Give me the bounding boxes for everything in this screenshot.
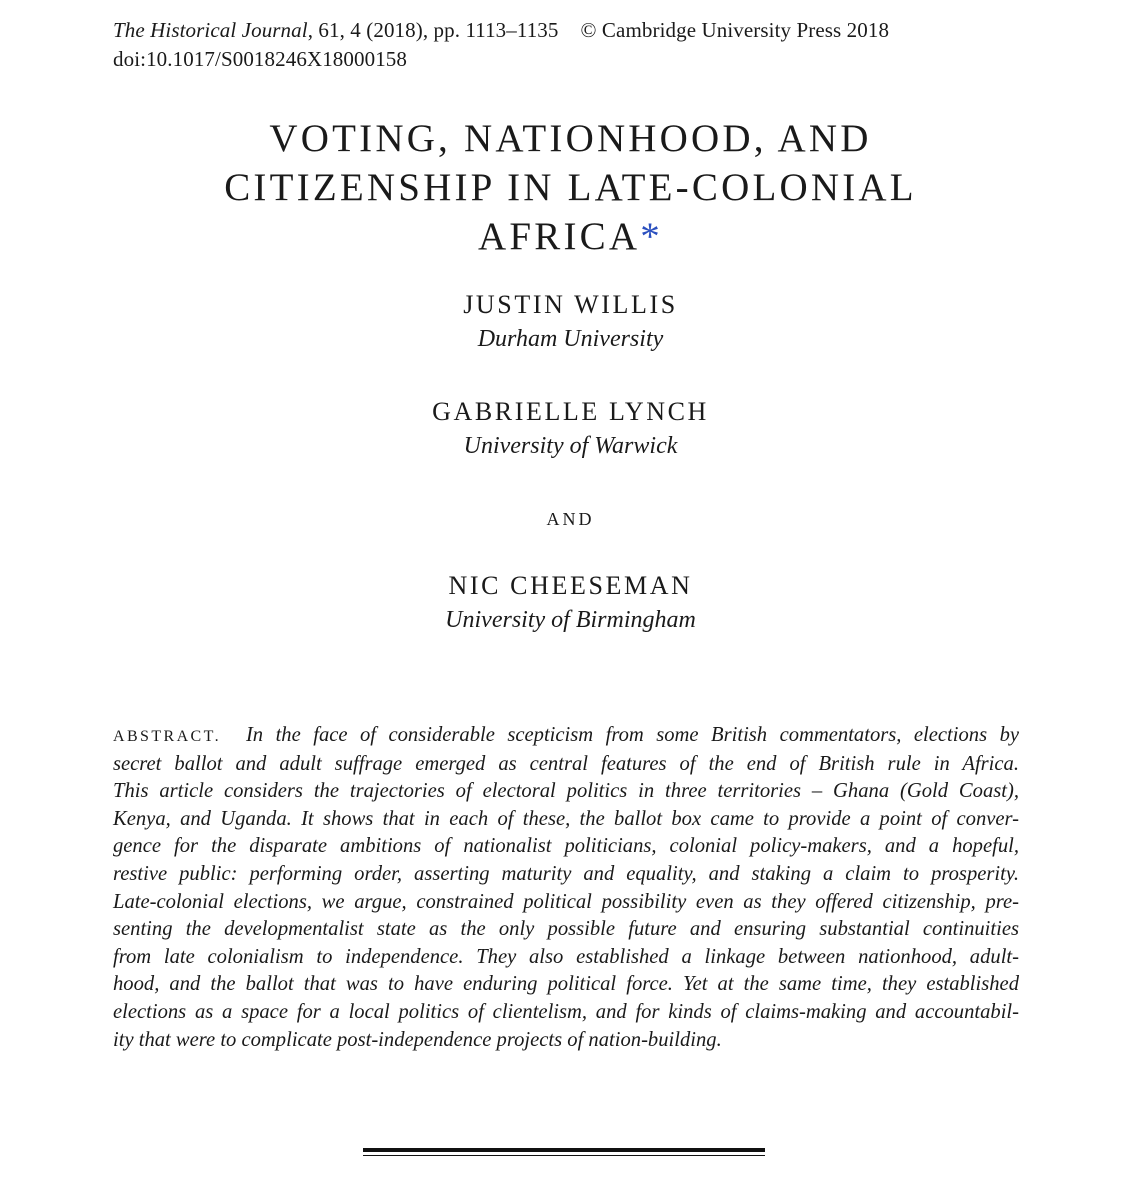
doi-line[interactable]: doi:10.1017/S0018246X18000158 <box>113 47 407 71</box>
title-line-3 <box>0 212 1141 261</box>
copyright-notice: © Cambridge University Press 2018 <box>580 18 890 42</box>
title-line-2: CITIZENSHIP IN LATE-COLONIAL <box>224 166 917 209</box>
abstract-label: ABSTRACT. <box>113 728 221 745</box>
abstract-line: Kenya, and Uganda. It shows that in each of these, the ballot box came to provide a point of conver- <box>113 807 1019 830</box>
abstract-line: from late colonialism to independence. They also established a linkage between nationhood, adult- <box>113 945 1019 968</box>
citation-details: , 61, 4 (2018), pp. 1113–1135 <box>307 18 559 42</box>
abstract-line-text: In the face of considerable scepticism from some British commentators, elections by <box>245 724 1020 746</box>
citation-header <box>113 16 889 44</box>
abstract-line: gence for the disparate ambitions of nationalist politicians, colonial policy-makers, and a hopeful, <box>113 835 1019 858</box>
abstract-line: senting the developmentalist state as the only possible future and ensuring substantial continuities <box>113 918 1019 941</box>
author-block <box>0 569 1141 637</box>
abstract-line: hood, and the ballot that was to have enduring political force. Yet at the same time, they established <box>113 973 1019 996</box>
abstract-line: This article considers the trajectories of electoral politics in three territories – Ghana (Gold Coast), <box>113 780 1019 803</box>
author-name: GABRIELLE LYNCH <box>432 397 709 426</box>
author-name: NIC CHEESEMAN <box>448 571 693 600</box>
author-affiliation: University of Warwick <box>463 433 678 459</box>
abstract-line <box>113 722 1019 751</box>
author-name: JUSTIN WILLIS <box>463 290 678 319</box>
abstract <box>113 722 1019 1054</box>
abstract-line: ity that were to complicate post-independence projects of nation-building. <box>113 1028 722 1051</box>
abstract-line: elections as a space for a local politics of clientelism, and for kinds of claims-making and accountabil- <box>113 1000 1019 1023</box>
abstract-line: restive public: performing order, asserting maturity and equality, and staking a claim to prosperity. <box>113 862 1019 885</box>
title-footnote-link[interactable]: * <box>640 215 663 258</box>
article-title <box>0 114 1141 261</box>
abstract-line: secret ballot and adult suffrage emerged as central features of the end of British rule in Africa. <box>113 752 1019 775</box>
and-separator: AND <box>546 509 595 529</box>
title-line-3-text: AFRICA <box>478 215 641 258</box>
author-affiliation: University of Birmingham <box>445 607 696 633</box>
end-rule-thin <box>363 1155 765 1156</box>
author-block <box>0 395 1141 463</box>
journal-name: The Historical Journal <box>113 18 308 42</box>
author-affiliation: Durham University <box>477 326 664 352</box>
title-line-1: VOTING, NATIONHOOD, AND <box>269 117 872 160</box>
end-rule-thick <box>363 1148 765 1152</box>
author-block <box>0 288 1141 356</box>
abstract-line: Late-colonial elections, we argue, constrained political possibility even as they offered citizenship, pre- <box>113 890 1019 913</box>
